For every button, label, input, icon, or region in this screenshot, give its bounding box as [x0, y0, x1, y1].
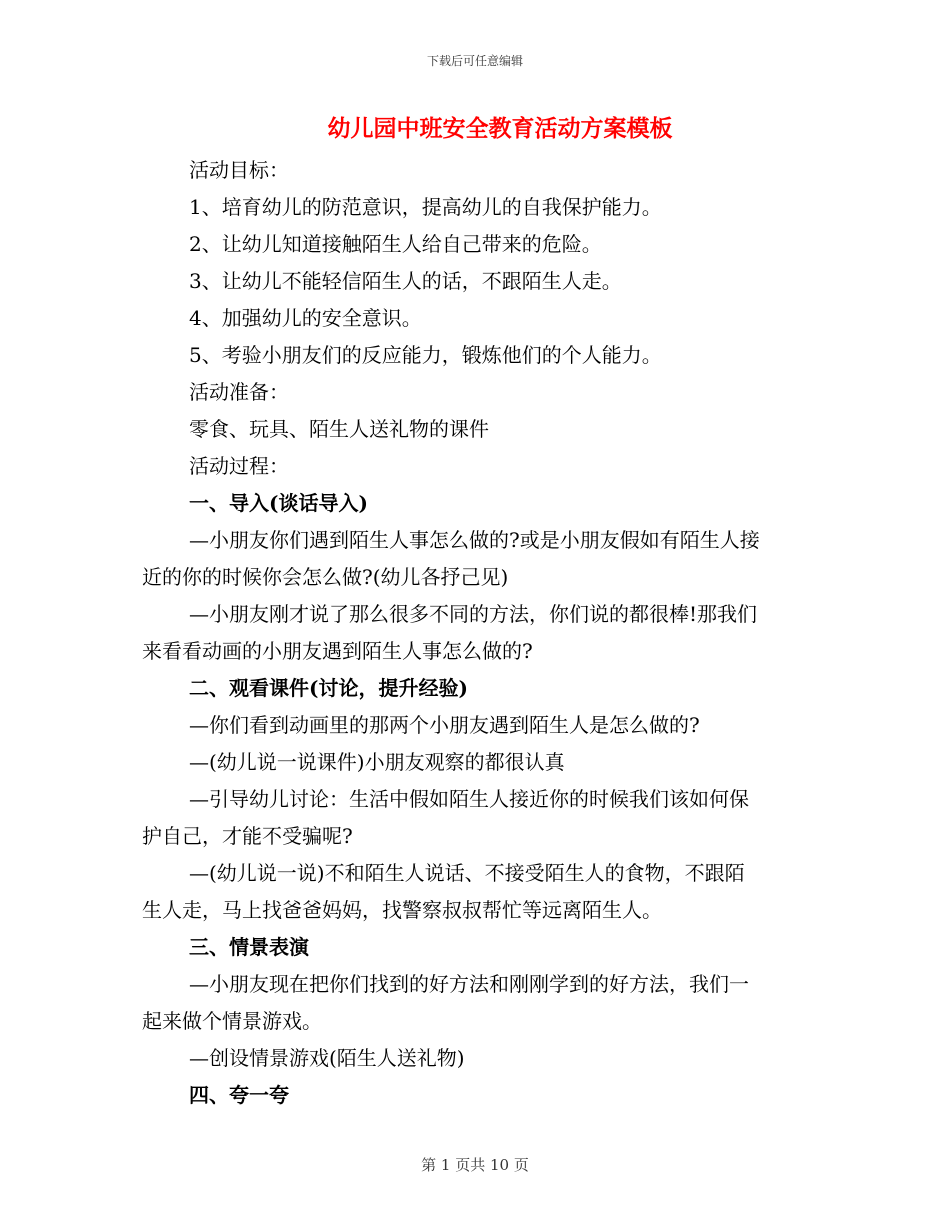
document-title: 幼儿园中班安全教育活动方案模板 — [327, 115, 673, 142]
paragraph-line: 近的你的时候你会怎么做?(幼儿各抒己见) — [142, 565, 509, 589]
paragraph-line: —(幼儿说一说课件)小朋友观察的都很认真 — [189, 750, 565, 774]
step-heading-3: 三、情景表演 — [189, 935, 309, 959]
goal-item-3: 3、让幼儿不能轻信陌生人的话，不跟陌生人走。 — [189, 269, 622, 293]
step-heading-4: 四、夸一夸 — [189, 1083, 289, 1107]
goal-item-4: 4、加强幼儿的安全意识。 — [189, 306, 422, 330]
section-label-goals: 活动目标： — [189, 158, 289, 182]
paragraph-line: —小朋友现在把你们找到的好方法和刚刚学到的好方法，我们一 — [189, 972, 749, 996]
goal-item-1: 1、培育幼儿的防范意识，提高幼儿的自我保护能力。 — [189, 195, 662, 219]
paragraph-line: —你们看到动画里的那两个小朋友遇到陌生人是怎么做的? — [189, 713, 700, 737]
paragraph-line: 生人走，马上找爸爸妈妈，找警察叔叔帮忙等远离陌生人。 — [142, 898, 662, 922]
paragraph-line: 护自己，才能不受骗呢? — [142, 824, 353, 848]
page-header: 下载后可任意编辑 — [426, 54, 523, 68]
goal-item-5: 5、考验小朋友们的反应能力，锻炼他们的个人能力。 — [189, 343, 662, 367]
document-body — [142, 152, 808, 1114]
paragraph-line: 来看看动画的小朋友遇到陌生人事怎么做的? — [142, 639, 533, 663]
paragraph-line: —引导幼儿讨论：生活中假如陌生人接近你的时候我们该如何保 — [189, 787, 749, 811]
preparation-text: 零食、玩具、陌生人送礼物的课件 — [189, 417, 489, 441]
goal-item-2: 2、让幼儿知道接触陌生人给自己带来的危险。 — [189, 232, 602, 256]
paragraph-line: —小朋友刚才说了那么很多不同的方法，你们说的都很棒!那我们 — [189, 602, 758, 626]
section-label-preparation: 活动准备： — [189, 380, 289, 404]
page-footer: 第 1 页共 10 页 — [421, 1156, 529, 1174]
section-label-process: 活动过程： — [189, 454, 289, 478]
paragraph-line: —(幼儿说一说)不和陌生人说话、不接受陌生人的食物，不跟陌 — [189, 861, 745, 885]
paragraph-line: 起来做个情景游戏。 — [142, 1009, 322, 1033]
paragraph-line: —小朋友你们遇到陌生人事怎么做的?或是小朋友假如有陌生人接 — [189, 528, 760, 552]
step-heading-2: 二、观看课件(讨论，提升经验) — [189, 676, 468, 700]
paragraph-line: —创设情景游戏(陌生人送礼物) — [189, 1046, 465, 1070]
step-heading-1: 一、导入(谈话导入) — [189, 491, 368, 515]
